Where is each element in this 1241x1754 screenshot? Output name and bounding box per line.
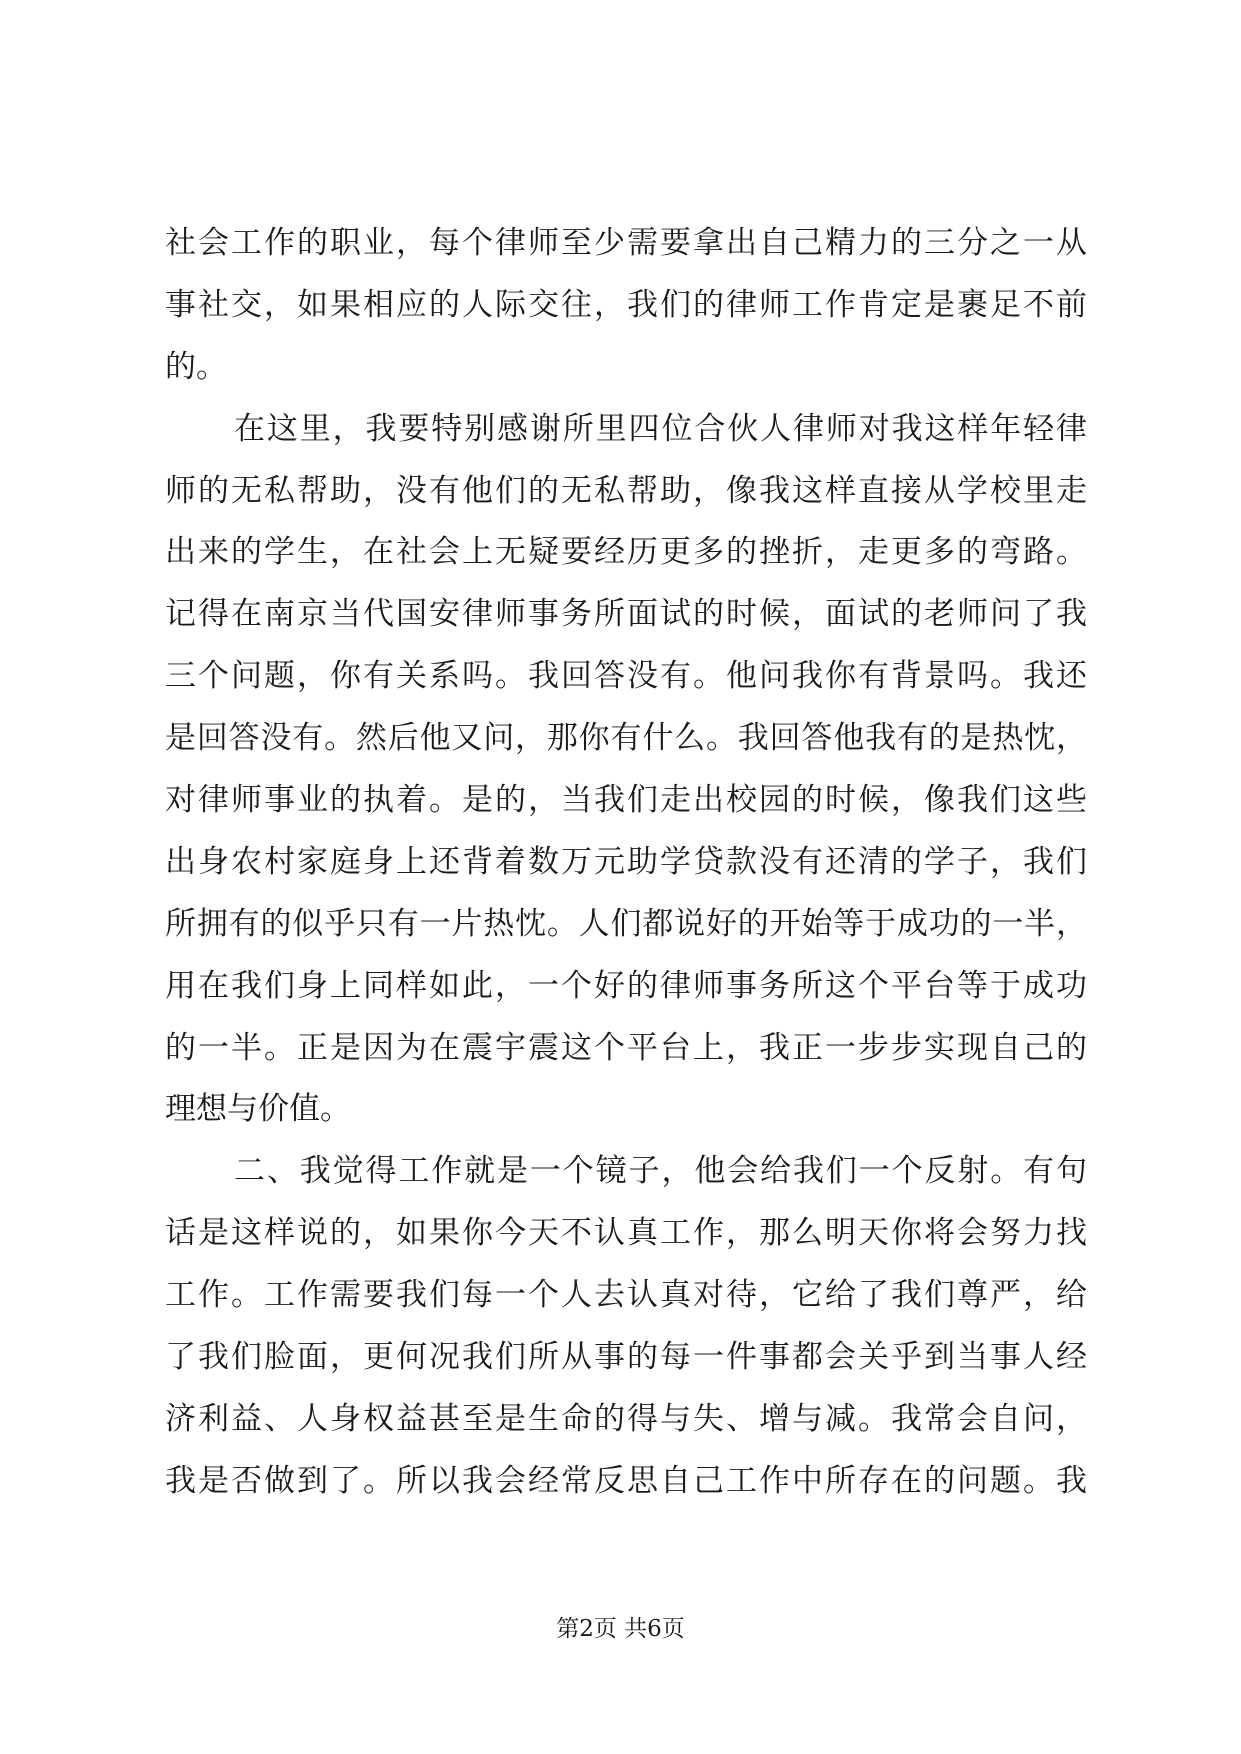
text-line-13: 用在我们身上同样如此，一个好的律师事务所这个平台等于成功 <box>165 967 1087 1004</box>
text-line-4: 在这里，我要特别感谢所里四位合伙人律师对我这样年轻律 <box>234 410 1087 447</box>
text-line-1: 社会工作的职业，每个律师至少需要拿出自己精力的三分之一从 <box>165 225 1087 261</box>
text-line-18: 工作。工作需要我们每一个人去认真对待，它给了我们尊严，给 <box>165 1277 1087 1314</box>
text-line-17: 话是这样说的，如果你今天不认真工作，那么明天你将会努力找 <box>165 1215 1087 1252</box>
text-line-20: 济利益、人身权益甚至是生命的得与失、增与减。我常会自问， <box>165 1400 1087 1437</box>
text-line-21: 我是否做到了。所以我会经常反思自己工作中所存在的问题。我 <box>165 1462 1087 1499</box>
text-line-5: 师的无私帮助，没有他们的无私帮助，像我这样直接从学校里走 <box>165 472 1087 509</box>
text-line-14: 的一半。正是因为在震宇震这个平台上，我正一步步实现自己的 <box>165 1029 1087 1066</box>
text-line-6: 出来的学生，在社会上无疑要经历更多的挫折，走更多的弯路。 <box>165 534 1087 571</box>
text-line-7: 记得在南京当代国安律师事务所面试的时候，面试的老师问了我 <box>165 596 1087 633</box>
text-line-12: 所拥有的似乎只有一片热忱。人们都说好的开始等于成功的一半， <box>165 905 1087 942</box>
text-line-16: 二、我觉得工作就是一个镜子，他会给我们一个反射。有句 <box>234 1153 1087 1190</box>
text-line-3: 的。 <box>165 348 227 385</box>
text-line-9: 是回答没有。然后他又问，那你有什么。我回答他我有的是热忱， <box>165 720 1087 757</box>
page-number-footer: 第2页 共6页 <box>556 1616 685 1642</box>
text-line-2: 事社交，如果相应的人际交往，我们的律师工作肯定是裹足不前 <box>165 286 1087 323</box>
body-text <box>165 225 1087 1528</box>
text-line-10: 对律师事业的执着。是的，当我们走出校园的时候，像我们这些 <box>165 782 1087 819</box>
text-line-8: 三个问题，你有关系吗。我回答没有。他问我你有背景吗。我还 <box>165 658 1087 695</box>
text-line-11: 出身农村家庭身上还背着数万元助学贷款没有还清的学子，我们 <box>165 843 1087 880</box>
text-line-15: 理想与价值。 <box>165 1091 351 1128</box>
text-line-19: 了我们脸面，更何况我们所从事的每一件事都会关乎到当事人经 <box>165 1339 1087 1376</box>
